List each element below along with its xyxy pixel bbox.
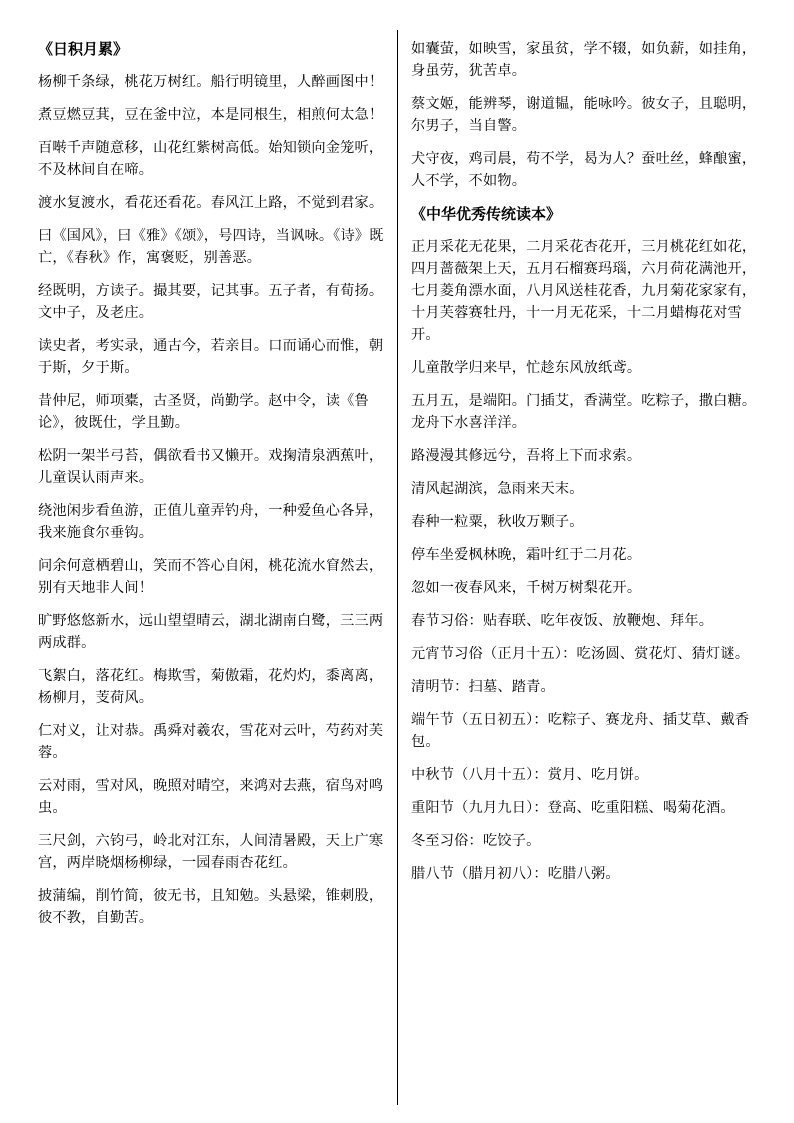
paragraph: 儿童散学归来早，忙趁东风放纸鸢。: [411, 360, 642, 376]
paragraph: 冬至习俗：吃饺子。: [411, 833, 541, 849]
paragraph: 春节习俗：贴春联、吃年夜饭、放鞭炮、拜年。: [411, 613, 714, 629]
paragraph: 犬守夜，鸡司晨，苟不学，曷为人？蚕吐丝，蜂酿蜜，人不学，不如物。: [411, 151, 757, 189]
paragraph: 绕池闲步看鱼游，正值儿童弄钓舟，一种爱鱼心各异，我来施食尔垂钩。: [38, 503, 384, 541]
paragraph: 百啭千声随意移，山花红紫树高低。始知锁向金笼听，不及林间自在啼。: [38, 140, 384, 178]
paragraph: 经既明，方读子。撮其要，记其事。五子者，有荀扬。文中子，及老庄。: [38, 283, 384, 321]
right-column: [411, 30, 761, 896]
paragraph: 春种一粒粟，秋收万颗子。: [411, 514, 584, 530]
left-column: [38, 30, 388, 940]
paragraph: 曰《国风》，曰《雅》《颂》，号四诗，当讽咏。《诗》既亡，《春秋》作，寓褒贬，别善恶。: [38, 228, 384, 266]
paragraph: 清风起湖滨，急雨来天末。: [411, 481, 584, 497]
paragraph: 中秋节（八月十五）：赏月、吃月饼。: [411, 767, 649, 783]
paragraph: 问余何意栖碧山，笑而不答心自闲，桃花流水窅然去，别有天地非人间！: [38, 558, 384, 596]
paragraph: 读史者，考实录，通古今，若亲目。口而诵心而惟，朝于斯，夕于斯。: [38, 338, 384, 376]
paragraph: 仁对义，让对恭。禹舜对羲农，雪花对云叶，芍药对芙蓉。: [38, 723, 384, 761]
paragraph: 如囊萤，如映雪，家虽贫，学不辍，如负薪，如挂角，身虽劳，犹苦卓。: [411, 41, 757, 79]
paragraph: 飞絮白，落花红。梅欺雪，菊傲霜，花灼灼，黍离离，杨柳月，芰荷风。: [38, 668, 384, 706]
paragraph: 松阴一架半弓苔，偶欲看书又懒开。戏掬清泉洒蕉叶，儿童误认雨声来。: [38, 448, 384, 486]
paragraph: 煮豆燃豆萁，豆在釜中泣，本是同根生，相煎何太急！: [38, 107, 384, 123]
paragraph: 元宵节习俗（正月十五）：吃汤圆、赏花灯、猜灯谜。: [411, 646, 750, 662]
paragraph: 昔仲尼，师项橐，古圣贤，尚勤学。赵中令，读《鲁论》，彼既仕，学且勤。: [38, 393, 369, 431]
paragraph: 重阳节（九月九日）：登高、吃重阳糕、喝菊花酒。: [411, 800, 735, 816]
paragraph: 杨柳千条绿，桃花万树红。船行明镜里，人醉画图中！: [38, 74, 384, 90]
paragraph: 渡水复渡水，看花还看花。春风江上路，不觉到君家。: [38, 195, 384, 211]
paragraph: 云对雨，雪对风，晚照对晴空，来鸿对去燕，宿鸟对鸣虫。: [38, 778, 384, 816]
column-divider: [397, 30, 398, 1105]
paragraph: 腊八节（腊月初八）：吃腊八粥。: [411, 866, 620, 882]
paragraph: 端午节（五日初五）：吃粽子、赛龙舟、插艾草、戴香包。: [411, 712, 750, 750]
paragraph: 旷野悠悠新水，远山望望晴云，湖北湖南白鹭，三三两两成群。: [38, 613, 384, 651]
section-heading-daily-accumulation: 《日积月累》: [38, 40, 129, 58]
paragraph: 披蒲编，削竹简，彼无书，且知勉。头悬梁，锥刺股，彼不教，自勤苦。: [38, 888, 384, 926]
paragraph: 正月采花无花果，二月采花杏花开，三月桃花红如花，四月蔷薇架上天，五月石榴赛玛瑙，六月荷花满池开，七月菱角漂水面，八月风送桂花香，九月菊花家家有，十月芙蓉赛牡丹，十一月无花采，十二月蜡梅花对雪开。: [411, 239, 757, 343]
paragraph: 五月五，是端阳。门插艾，香满堂。吃粽子，撒白糖。龙舟下水喜洋洋。: [411, 393, 757, 431]
paragraph: 停车坐爱枫林晚，霜叶红于二月花。: [411, 547, 642, 563]
paragraph: 蔡文姬，能辨琴，谢道韫，能咏吟。彼女子，且聪明，尔男子，当自警。: [411, 96, 757, 134]
paragraph: 路漫漫其修远兮，吾将上下而求索。: [411, 448, 642, 464]
paragraph: 清明节：扫墓、踏青。: [411, 679, 555, 695]
section-heading-traditional-reader: 《中华优秀传统读本》: [411, 205, 562, 223]
paragraph: 三尺剑，六钧弓，岭北对江东，人间清暑殿，天上广寒宫，两岸晓烟杨柳绿，一园春雨杏花红。: [38, 833, 384, 871]
paragraph: 忽如一夜春风来，千树万树梨花开。: [411, 580, 642, 596]
